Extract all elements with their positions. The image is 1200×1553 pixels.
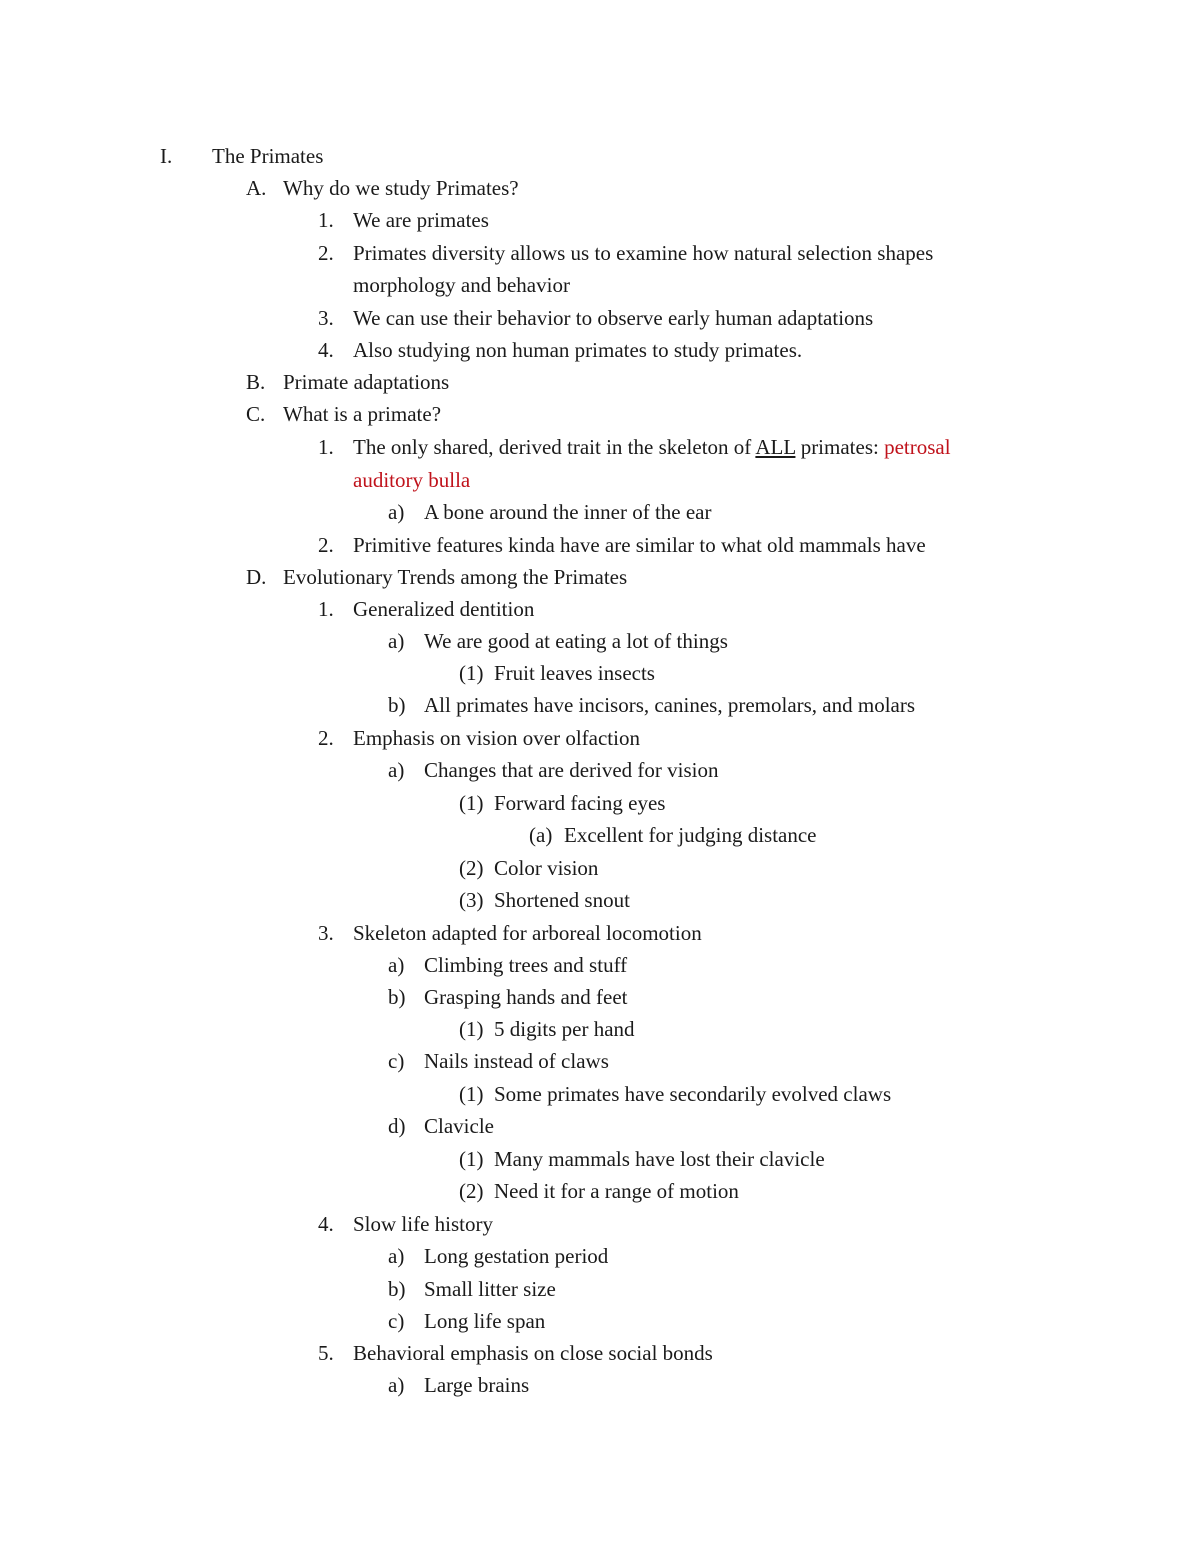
list-item-text: Why do we study Primates? <box>283 176 519 200</box>
list-item-text: All primates have incisors, canines, premolars, and molars <box>424 693 916 717</box>
list-marker: (1) <box>459 1082 484 1106</box>
list-marker: 1. <box>318 435 334 459</box>
list-item-text: Emphasis on vision over olfaction <box>353 726 640 750</box>
list-marker: d) <box>388 1114 406 1138</box>
list-item-text: Changes that are derived for vision <box>424 758 719 782</box>
list-item-text: Skeleton adapted for arboreal locomotion <box>353 921 702 945</box>
list-item-text: Small litter size <box>424 1277 556 1301</box>
list-item-text: We are primates <box>353 208 489 232</box>
list-marker: 2. <box>318 241 334 265</box>
list-item-text: Some primates have secondarily evolved claws <box>494 1082 892 1106</box>
list-item-text: Fruit leaves insects <box>494 661 655 685</box>
list-item-text: morphology and behavior <box>353 273 570 297</box>
list-item-text <box>353 431 951 463</box>
text-run: primates: <box>795 435 885 459</box>
list-item-text: Clavicle <box>424 1114 494 1138</box>
list-marker: c) <box>388 1049 405 1073</box>
list-marker: 4. <box>318 338 334 362</box>
list-item-text: Climbing trees and stuff <box>424 953 628 977</box>
list-marker: 4. <box>318 1212 334 1236</box>
list-marker: A. <box>246 176 267 200</box>
list-item-text: A bone around the inner of the ear <box>424 500 712 524</box>
list-marker: (a) <box>529 823 553 847</box>
list-item-text: Nails instead of claws <box>424 1049 609 1073</box>
section-title: The Primates <box>212 144 324 168</box>
list-item-text: Primitive features kinda have are similar to what old mammals have <box>353 533 926 557</box>
list-item-text: Many mammals have lost their clavicle <box>494 1147 825 1171</box>
list-item-text: Large brains <box>424 1373 530 1397</box>
list-item-text: We are good at eating a lot of things <box>424 629 728 653</box>
list-marker: a) <box>388 629 405 653</box>
list-marker: (2) <box>459 856 484 880</box>
highlighted-term: auditory bulla <box>353 468 471 492</box>
list-item-text: Generalized dentition <box>353 597 535 621</box>
list-marker: 3. <box>318 921 334 945</box>
list-marker: b) <box>388 1277 406 1301</box>
list-item-text: Long gestation period <box>424 1244 609 1268</box>
list-marker: C. <box>246 402 266 426</box>
list-item-text: Grasping hands and feet <box>424 985 628 1009</box>
list-item-text: Forward facing eyes <box>494 791 666 815</box>
list-item-text: Need it for a range of motion <box>494 1179 739 1203</box>
text-run: The only shared, derived trait in the skeleton of <box>353 435 756 459</box>
list-marker: b) <box>388 693 406 717</box>
list-marker: a) <box>388 953 405 977</box>
list-marker: (1) <box>459 661 484 685</box>
list-item-text: Long life span <box>424 1309 546 1333</box>
list-item-text: Excellent for judging distance <box>564 823 817 847</box>
highlighted-term: petrosal <box>884 435 951 459</box>
list-item-text: We can use their behavior to observe early human adaptations <box>353 306 874 330</box>
list-marker: a) <box>388 500 405 524</box>
list-marker: 5. <box>318 1341 334 1365</box>
list-marker: 1. <box>318 597 334 621</box>
underlined-term: ALL <box>755 435 796 459</box>
list-marker: 2. <box>318 726 334 750</box>
list-item-text: Behavioral emphasis on close social bonds <box>353 1341 713 1365</box>
list-marker: 1. <box>318 208 334 232</box>
list-item-text: Slow life history <box>353 1212 493 1236</box>
list-marker: 3. <box>318 306 334 330</box>
list-item-text: Evolutionary Trends among the Primates <box>283 565 628 589</box>
list-marker: (1) <box>459 1147 484 1171</box>
list-marker: (1) <box>459 1017 484 1041</box>
list-item-text: Also studying non human primates to study primates. <box>353 338 803 362</box>
list-marker: a) <box>388 1373 405 1397</box>
list-marker: B. <box>246 370 266 394</box>
list-marker: 2. <box>318 533 334 557</box>
list-item-text: 5 digits per hand <box>494 1017 635 1041</box>
list-marker: (2) <box>459 1179 484 1203</box>
list-item-text: Primate adaptations <box>283 370 450 394</box>
list-marker: D. <box>246 565 267 589</box>
list-item-text: Primates diversity allows us to examine how natural selection shapes <box>353 241 934 265</box>
list-item-text: Shortened snout <box>494 888 630 912</box>
list-marker: a) <box>388 1244 405 1268</box>
list-marker: (3) <box>459 888 484 912</box>
list-marker: (1) <box>459 791 484 815</box>
list-item-text: Color vision <box>494 856 599 880</box>
list-marker: c) <box>388 1309 405 1333</box>
list-marker: b) <box>388 985 406 1009</box>
list-marker: I. <box>160 144 173 168</box>
list-marker: a) <box>388 758 405 782</box>
list-item-text: What is a primate? <box>283 402 442 426</box>
